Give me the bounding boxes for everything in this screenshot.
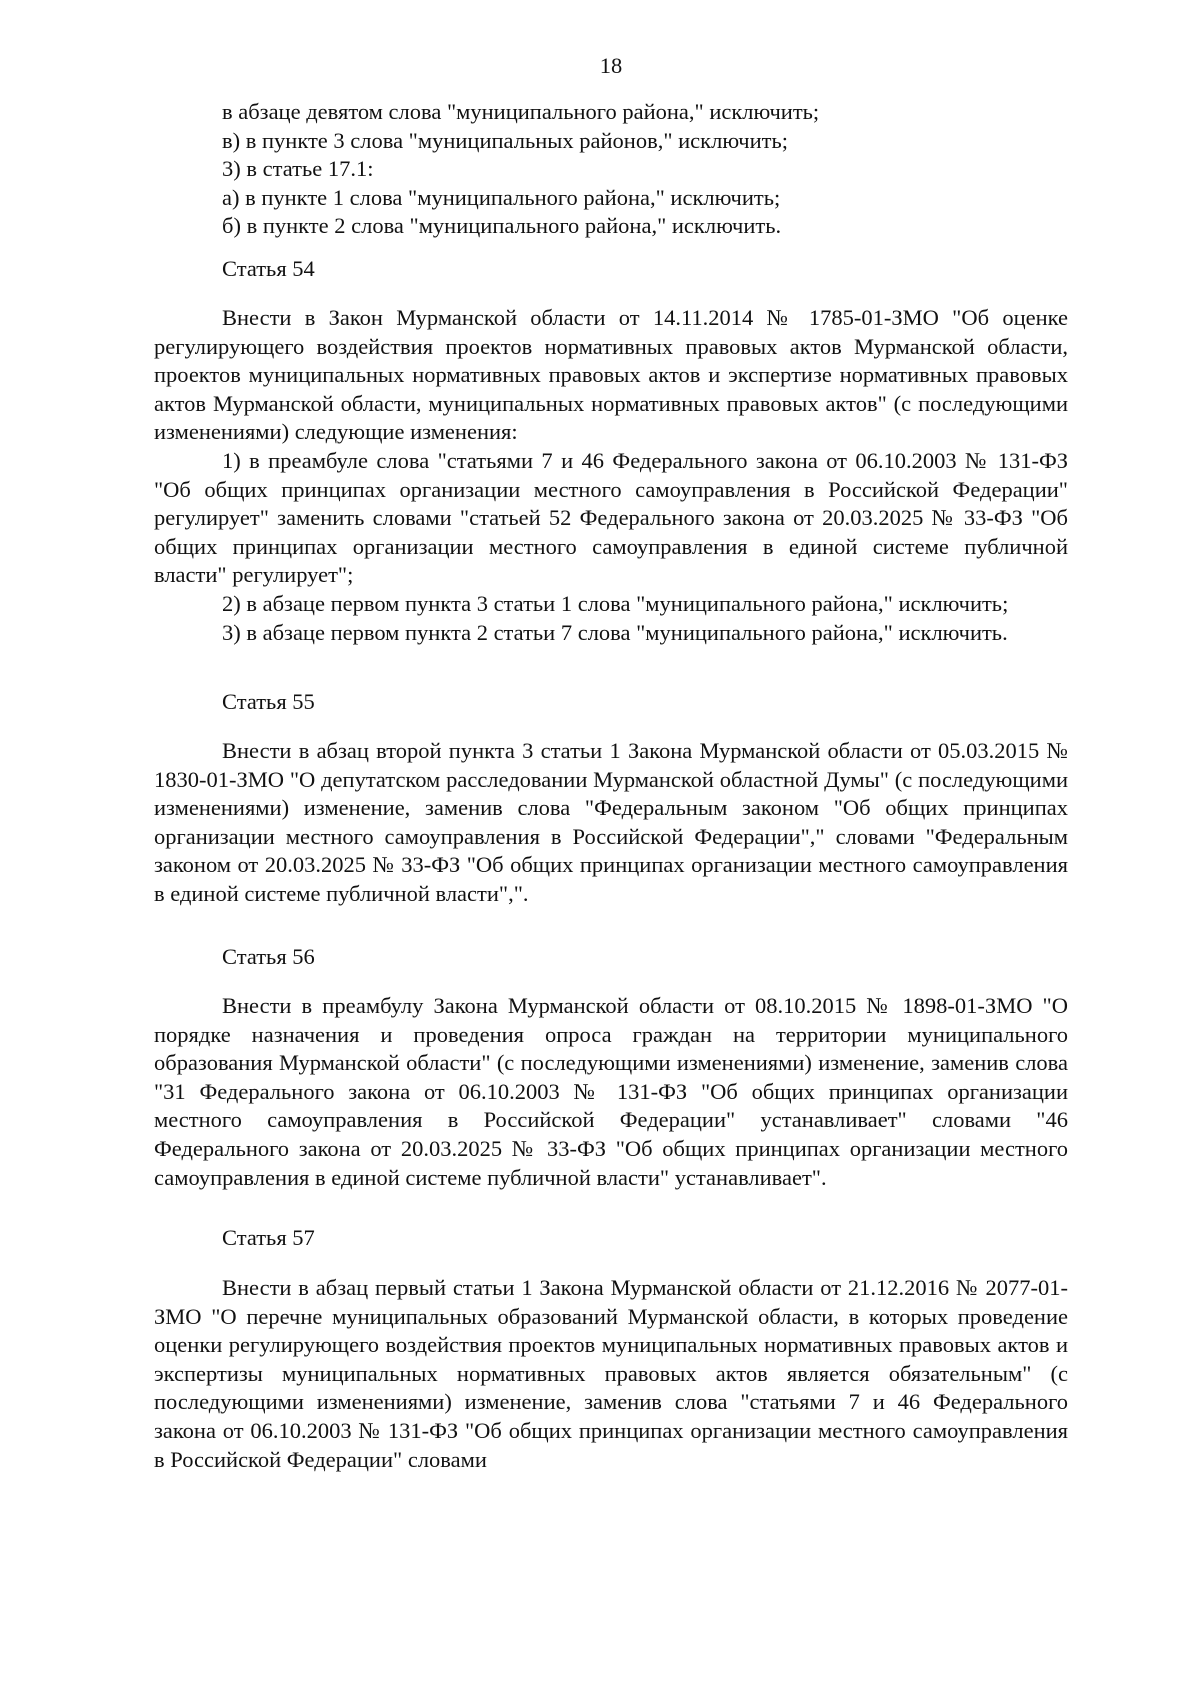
article-paragraph: 2) в абзаце первом пункта 3 статьи 1 слова "муниципального района," исключить;: [222, 590, 1009, 616]
article-55: [154, 688, 1068, 717]
article-heading: Статья 57: [222, 1225, 315, 1250]
intro-line: б) в пункте 2 слова "муниципального района," исключить.: [222, 213, 782, 239]
page-number: 18: [599, 53, 623, 78]
article-56-body: [154, 992, 1068, 1192]
article-57-body: [154, 1274, 1068, 1474]
intro-line: 3) в статье 17.1:: [222, 156, 374, 182]
article-57: [154, 1224, 1068, 1253]
article-paragraph: Внести в преамбулу Закона Мурманской области от 08.10.2015 № 1898-01-ЗМО "О порядке назначения и проведения опроса граждан на территории муниципального образования Мурманской области" (с последующими изменениями) изменение, заменив слова "31 Федерального закона от 06.10.2003 № 131-ФЗ "Об общих принципах организации местного самоуправления в Российской Федерации" устанавливает" словами "46 Федерального закона от 20.03.2025 № 33-ФЗ "Об общих принципах организации местного самоуправления в единой системе публичной власти" устанавливает".: [154, 993, 1068, 1190]
article-paragraph: 1) в преамбуле слова "статьями 7 и 46 Федерального закона от 06.10.2003 № 131-ФЗ "Об общих принципах организации местного самоуправления в Российской Федерации" регулирует" заменить словами "статьей 52 Федерального закона от 20.03.2025 № 33-ФЗ "Об общих принципах организации местного самоуправления в единой системе публичной власти" регулирует";: [154, 447, 1068, 588]
article-54-body: [154, 304, 1068, 647]
article-paragraph: Внести в абзац второй пункта 3 статьи 1 Закона Мурманской области от 05.03.2015 № 1830-01-ЗМО "О депутатском расследовании Мурманской областной Думы" (с последующими изменениями) изменение, заменив слова "Федеральным законом "Об общих принципах организации местного самоуправления в Российской Федерации"," словами "Федеральным законом от 20.03.2025 № 33-ФЗ "Об общих принципах организации местного самоуправления в единой системе публичной власти",".: [154, 738, 1068, 906]
intro-block: [154, 98, 1068, 241]
article-heading: Статья 56: [222, 944, 315, 969]
article-heading: Статья 55: [222, 689, 315, 714]
article-heading: Статья 54: [222, 256, 315, 281]
intro-line: в) в пункте 3 слова "муниципальных районов," исключить;: [222, 127, 788, 153]
article-54: [154, 255, 1068, 284]
article-paragraph: Внести в абзац первый статьи 1 Закона Мурманской области от 21.12.2016 № 2077-01-ЗМО "О перечне муниципальных образований Мурманской области, в которых проведение оценки регулирующего воздействия проектов муниципальных нормативных правовых актов и экспертизы муниципальных нормативных правовых актов является обязательным" (с последующими изменениями) изменение, заменив слова "статьями 7 и 46 Федерального закона от 06.10.2003 № 131-ФЗ "Об общих принципах организации местного самоуправления в Российской Федерации" словами: [154, 1275, 1068, 1472]
intro-line: в абзаце девятом слова "муниципального района," исключить;: [222, 99, 820, 124]
intro-line: а) в пункте 1 слова "муниципального района," исключить;: [222, 184, 781, 210]
article-paragraph: Внести в Закон Мурманской области от 14.11.2014 № 1785-01-ЗМО "Об оценке регулирующего воздействия проектов нормативных правовых актов Мурманской области, проектов муниципальных нормативных правовых актов и экспертизе нормативных правовых актов Мурманской области, муниципальных нормативных правовых актов" (с последующими изменениями) следующие изменения:: [154, 305, 1068, 445]
article-55-body: [154, 737, 1068, 909]
article-56: [154, 943, 1068, 972]
article-paragraph: 3) в абзаце первом пункта 2 статьи 7 слова "муниципального района," исключить.: [222, 619, 1008, 645]
